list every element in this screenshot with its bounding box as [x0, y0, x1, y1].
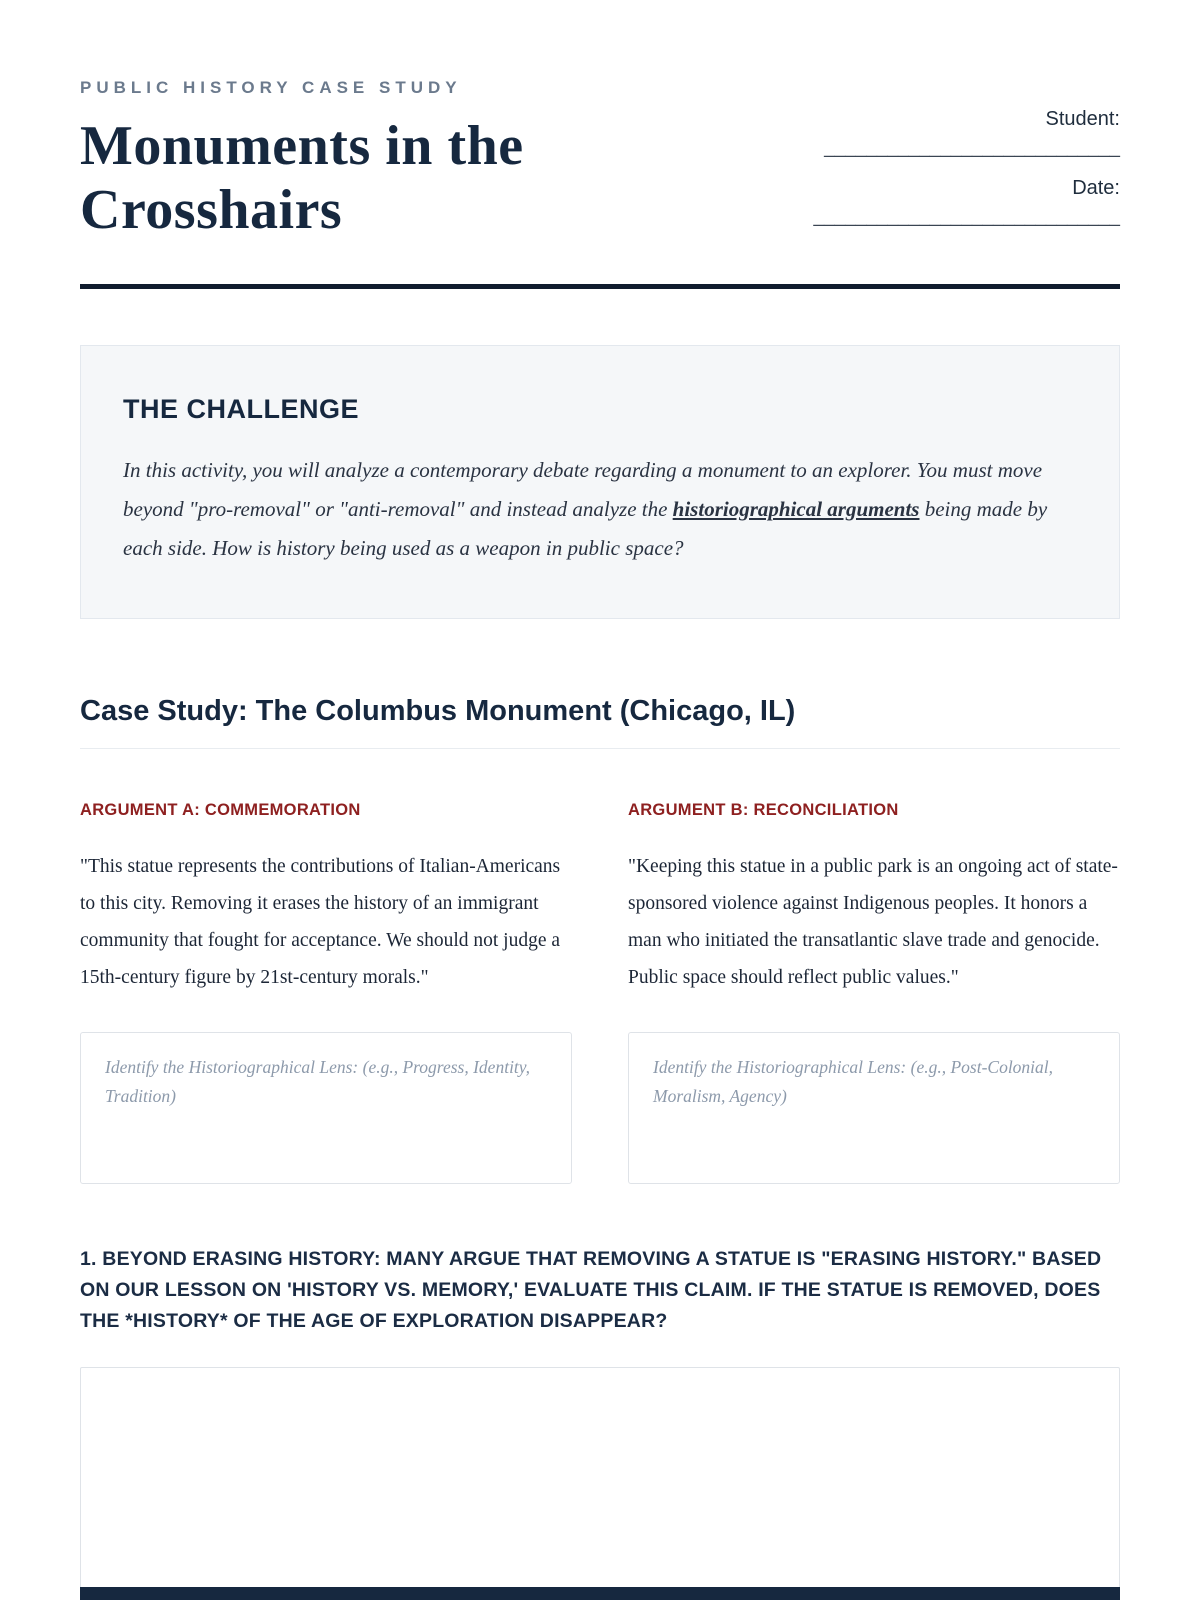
- argument-a-lens-input[interactable]: [80, 1032, 572, 1184]
- header-divider: [80, 284, 1120, 289]
- question-1-answer-box[interactable]: [80, 1367, 1120, 1597]
- argument-b-lens-input[interactable]: [628, 1032, 1120, 1184]
- student-date-block: [814, 108, 1120, 246]
- challenge-body-suffix: being made by each side. How is history being used as a weapon in public space?: [123, 496, 1048, 560]
- challenge-body-prefix: In this activity, you will analyze a contemporary debate regarding a monument to an explorer. You must move beyond "pro-removal" or "anti-removal" and instead analyze the: [123, 458, 1043, 521]
- challenge-body-emphasis: historiographical arguments: [672, 496, 920, 521]
- student-label: Student:: [1045, 108, 1120, 130]
- date-fill-line: _____________________________: [813, 206, 1120, 227]
- argument-a-column: [80, 801, 572, 1184]
- student-fill-line: ____________________________: [824, 137, 1120, 158]
- argument-b-quote: "Keeping this statue in a public park is an ongoing act of state-sponsored violence against Indigenous peoples. It honors a man who initiated the transatlantic slave trade and genocide. Public space should reflect public values.": [628, 855, 1118, 988]
- question-1-label: 1. BEYOND ERASING HISTORY: MANY ARGUE THAT REMOVING A STATUE IS "ERASING HISTORY." BASED ON OUR LESSON ON 'HISTORY VS. MEMORY,' EVALUATE THIS CLAIM. IF THE STATUE IS REMOVED, DOES THE *HISTORY* OF THE AGE OF EXPLORATION DISAPPEAR?: [80, 1247, 1102, 1333]
- eyebrow-label: PUBLIC HISTORY CASE STUDY: [80, 78, 462, 97]
- argument-a-quote: "This statue represents the contributions of Italian-Americans to this city. Removing it erases the history of an immigrant community that fought for acceptance. We should not judge a 15th-century figure by 21st-century morals.": [80, 855, 561, 988]
- case-study-heading: Case Study: The Columbus Monument (Chicago, IL): [80, 695, 1120, 749]
- argument-columns: [80, 801, 1120, 1184]
- header-title-block: [80, 78, 720, 243]
- argument-a-lens-placeholder: Identify the Historiographical Lens: (e.g., Progress, Identity, Tradition): [105, 1056, 530, 1106]
- argument-a-label: ARGUMENT A: COMMEMORATION: [80, 800, 361, 819]
- date-label: Date:: [1072, 177, 1120, 199]
- challenge-heading: THE CHALLENGE: [123, 394, 359, 424]
- challenge-body: [123, 451, 1063, 568]
- header: [80, 78, 1120, 246]
- argument-b-label: ARGUMENT B: RECONCILIATION: [628, 800, 899, 819]
- argument-b-lens-placeholder: Identify the Historiographical Lens: (e.g., Post-Colonial, Moralism, Agency): [653, 1056, 1054, 1106]
- page-footer-bar: [80, 1587, 1120, 1600]
- challenge-panel: [80, 345, 1120, 619]
- argument-b-column: [628, 801, 1120, 1184]
- page-title: Monuments in the Crosshairs: [80, 115, 524, 242]
